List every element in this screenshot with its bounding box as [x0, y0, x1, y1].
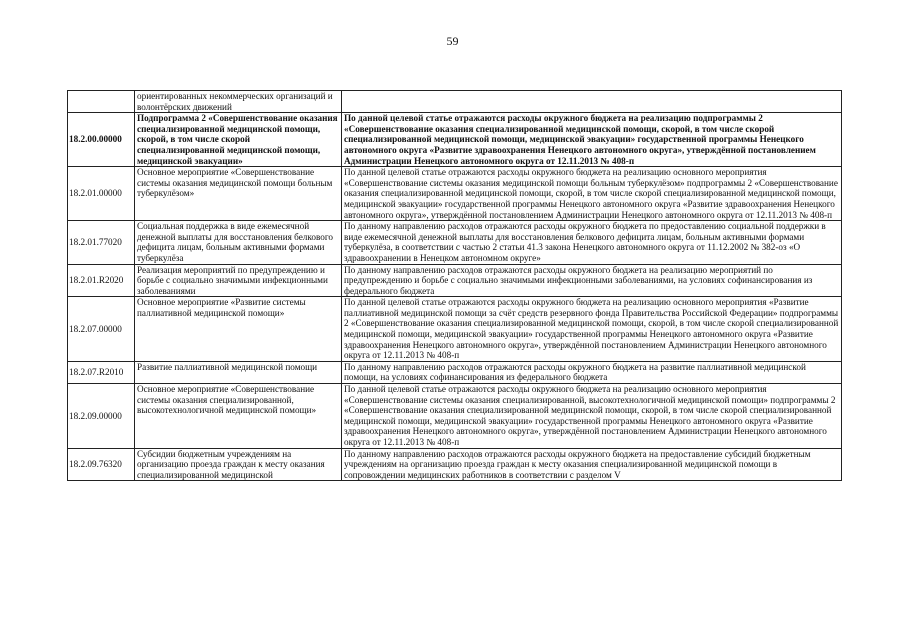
target-article-name: Социальная поддержка в виде ежемесячной денежной выплаты для восстановления белкового дефицита лицам, больным активными формами туберкулёза [135, 221, 342, 264]
target-article-name: Основное мероприятие «Совершенствование системы оказания медицинской помощи больным туберкулёзом» [135, 167, 342, 221]
table-row [68, 384, 842, 449]
target-article-description: По данной целевой статье отражаются расходы окружного бюджета на реализацию основного мероприятия «Совершенствование системы оказания специализированной, высокотехнологичной медицинской помощи» подпрограммы 2 «Совершенствование оказания специализированной медицинской помощи, скорой, в том числе скорой специализированной медицинской помощи, медицинской эвакуации» государственной программы Ненецкого автономного округа «Развитие здравоохранения Ненецкого автономного округа», утверждённой постановлением Администрации Ненецкого автономного округа от 12.11.2013 № 408-п [342, 384, 842, 449]
target-article-code: 18.2.09.00000 [68, 384, 135, 449]
target-article-code: 18.2.01.R2020 [68, 264, 135, 297]
target-article-description: По данной целевой статье отражаются расходы окружного бюджета на реализацию подпрограммы 2 «Совершенствование оказания специализированной медицинской помощи, скорой, в том числе скорой специализированной медицинской помощи, медицинской эвакуации» государственной программы Ненецкого автономного округа «Развитие здравоохранения Ненецкого автономного округа», утверждённой постановлением Администрации Ненецкого автономного округа от 12.11.2013 № 408-п [342, 113, 842, 167]
target-article-code: 18.2.07.00000 [68, 297, 135, 362]
target-article-description [342, 91, 842, 113]
table-row [68, 297, 842, 362]
table-row [68, 167, 842, 221]
target-article-code: 18.2.01.00000 [68, 167, 135, 221]
table-row [68, 264, 842, 297]
target-article-name: Реализация мероприятий по предупреждению и борьбе с социально значимыми инфекционными заболеваниями [135, 264, 342, 297]
target-article-name: Развитие паллиативной медицинской помощи [135, 361, 342, 383]
table-row [68, 91, 842, 113]
target-article-code: 18.2.00.00000 [68, 113, 135, 167]
target-article-description: По данной целевой статье отражаются расходы окружного бюджета на реализацию основного мероприятия «Развитие паллиативной медицинской помощи за счёт средств резервного фонда Правительства Российской Федерации» подпрограммы 2 «Совершенствование оказания специализированной медицинской помощи, скорой, в том числе скорой специализированной медицинской помощи, медицинской эвакуации» государственной программы Ненецкого автономного округа «Развитие здравоохранения Ненецкого автономного округа», утверждённой постановлением Администрации Ненецкого автономного округа от 12.11.2013 № 408-п [342, 297, 842, 362]
target-article-code: 18.2.09.76320 [68, 448, 135, 481]
target-article-name: Основное мероприятие «Развитие системы паллиативной медицинской помощи» [135, 297, 342, 362]
target-article-name: Субсидии бюджетным учреждениям на организацию проезда граждан к месту оказания специализированной медицинской [135, 448, 342, 481]
page-number: 59 [446, 34, 459, 48]
target-article-description: По данному направлению расходов отражаются расходы окружного бюджета на предоставление субсидий бюджетным учреждениям на организацию проезда граждан к месту оказания специализированной медицинской помощи в сопровождении медицинских работников в соответствии с разделом V [342, 448, 842, 481]
target-article-description: По данному направлению расходов отражаются расходы окружного бюджета на развитие паллиативной медицинской помощи, на условиях софинансирования из федерального бюджета [342, 361, 842, 383]
target-article-description: По данной целевой статье отражаются расходы окружного бюджета на реализацию основного мероприятия «Совершенствование системы оказания медицинской помощи больным туберкулёзом» подпрограммы 2 «Совершенствование оказания специализированной медицинской помощи, скорой, в том числе скорой специализированной медицинской помощи, медицинской эвакуации» государственной программы Ненецкого автономного округа «Развитие здравоохранения Ненецкого автономного округа», утверждённой постановлением Администрации Ненецкого автономного округа от 12.11.2013 № 408-п [342, 167, 842, 221]
target-article-name: Подпрограмма 2 «Совершенствование оказания специализированной медицинской помощи, скорой, в том числе скорой специализированной медицинской помощи, медицинской эвакуации» [135, 113, 342, 167]
target-article-description: По данному направлению расходов отражаются расходы окружного бюджета по предоставлению социальной поддержки в виде ежемесячной денежной выплаты для восстановления белкового дефицита лицам, больным активными формами туберкулёза, в соответствии с частью 2 статьи 41.3 закона Ненецкого автономного округа от 11.12.2002 № 382-оз «О здравоохранении в Ненецком автономном округе» [342, 221, 842, 264]
table-row [68, 448, 842, 481]
target-article-code: 18.2.01.77020 [68, 221, 135, 264]
budget-classification-table [67, 90, 842, 481]
table-row [68, 113, 842, 167]
target-article-name: ориентированных некоммерческих организаций и волонтёрских движений [135, 91, 342, 113]
target-article-description: По данному направлению расходов отражаются расходы окружного бюджета на реализацию мероприятий по предупреждению и борьбе с социально значимыми инфекционными заболеваниями, на условиях софинансирования из федерального бюджета [342, 264, 842, 297]
target-article-code [68, 91, 135, 113]
target-article-code: 18.2.07.R2010 [68, 361, 135, 383]
table-row [68, 221, 842, 264]
target-article-name: Основное мероприятие «Совершенствование системы оказания специализированной, высокотехнологичной медицинской помощи» [135, 384, 342, 449]
table-row [68, 361, 842, 383]
